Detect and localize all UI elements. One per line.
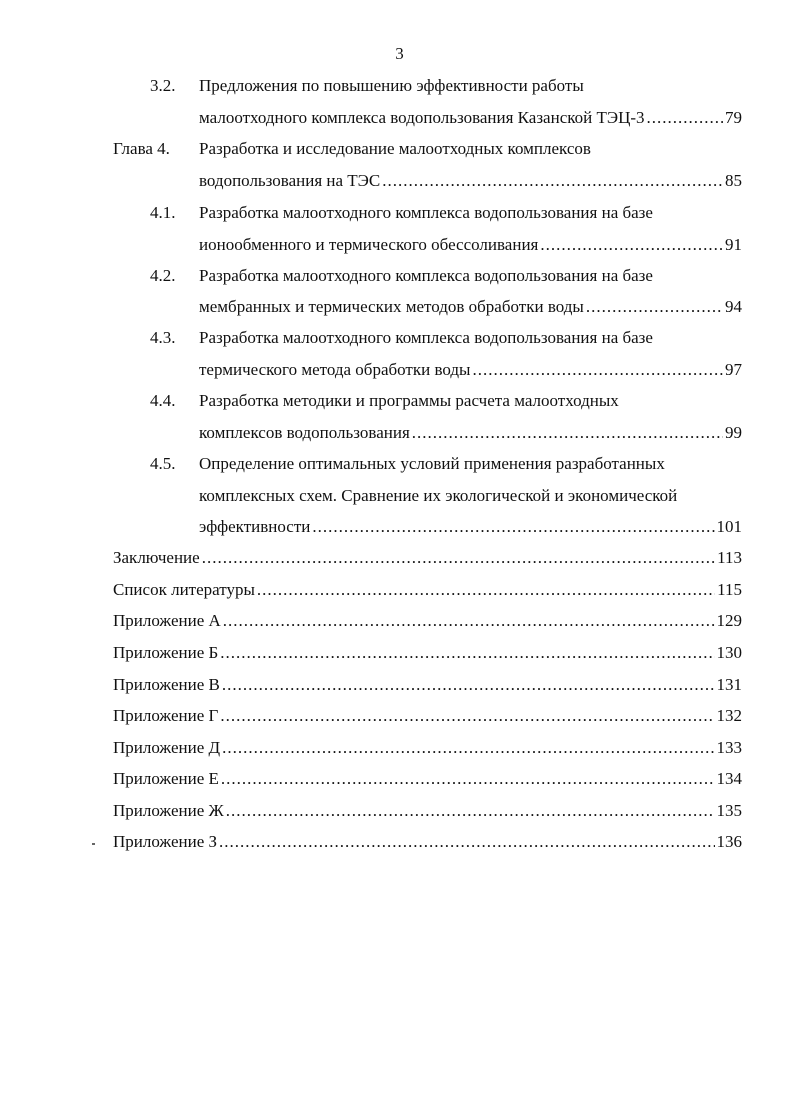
toc-page-number: 91: [725, 235, 742, 254]
toc-entry-text: Разработка методики и программы расчета малоотходных: [199, 391, 619, 410]
toc-entry-text: мембранных и термических методов обработки воды: [199, 297, 584, 316]
toc-section-title: Приложение Д: [113, 738, 221, 757]
toc-page-number: 134: [716, 769, 742, 788]
toc-page-number: 94: [725, 297, 742, 316]
dot-leader: [382, 169, 723, 193]
toc-entry-text: комплексных схем. Сравнение их экологической и экономической: [199, 486, 678, 505]
toc-entry-text: Разработка малоотходного комплекса водопользования на базе: [199, 203, 653, 222]
toc-page-number: 99: [725, 423, 742, 442]
toc-entry-text: эффективности: [199, 517, 311, 536]
toc-entry-text: Определение оптимальных условий применения разработанных: [199, 454, 665, 473]
toc-section-line[interactable]: [113, 673, 742, 697]
toc-section-line[interactable]: [113, 767, 742, 791]
scan-speck: [92, 843, 95, 845]
toc-entry-line[interactable]: [199, 106, 742, 130]
toc-page-number: 101: [716, 517, 742, 536]
toc-page-number: 133: [716, 738, 742, 757]
toc-page-number: 79: [725, 108, 742, 127]
toc-section-line[interactable]: [113, 546, 742, 570]
toc-page-number: 97: [725, 360, 742, 379]
dot-leader: [220, 704, 714, 728]
dot-leader: [223, 609, 715, 633]
toc-section-line[interactable]: [113, 830, 742, 854]
toc-entry-text: малоотходного комплекса водопользования Казанской ТЭЦ-3: [199, 108, 645, 127]
dot-leader: [226, 799, 715, 823]
toc-page-number: 131: [716, 675, 742, 694]
toc-section-title: Приложение Б: [113, 643, 219, 662]
toc-entry-line[interactable]: [199, 233, 742, 257]
toc-entry-line[interactable]: [199, 515, 742, 539]
toc-entry-text: ионообменного и термического обессоливания: [199, 235, 539, 254]
toc-page-number: 129: [716, 611, 742, 630]
dot-leader: [412, 421, 723, 445]
toc-section-title: Приложение Е: [113, 769, 219, 788]
toc-entry-text: Предложения по повышению эффективности работы: [199, 76, 584, 95]
toc-section-title: Заключение: [113, 548, 200, 567]
toc-page-number: 85: [725, 171, 742, 190]
dot-leader: [220, 641, 714, 665]
toc-entry-text: Разработка малоотходного комплекса водопользования на базе: [199, 328, 653, 347]
toc-section-line[interactable]: [113, 704, 742, 728]
toc-entry-line[interactable]: [199, 169, 742, 193]
toc-entry-text: Разработка и исследование малоотходных комплексов: [199, 139, 591, 158]
toc-number: 4.2.: [150, 266, 176, 285]
page-number: 3: [395, 44, 404, 63]
toc-number: 3.2.: [150, 76, 176, 95]
dot-leader: [586, 295, 723, 319]
toc-number: 4.4.: [150, 391, 176, 410]
toc-section-line[interactable]: [113, 736, 742, 760]
toc-section-title: Приложение Г: [113, 706, 219, 725]
toc-number: 4.5.: [150, 454, 176, 473]
dot-leader: [202, 546, 715, 570]
toc-number: 4.1.: [150, 203, 176, 222]
toc-entry-text: Разработка малоотходного комплекса водопользования на базе: [199, 266, 653, 285]
toc-page-number: 115: [717, 580, 742, 599]
dot-leader: [222, 736, 714, 760]
toc-section-title: Приложение Ж: [113, 801, 224, 820]
dot-leader: [221, 767, 715, 791]
toc-page-number: 135: [716, 801, 742, 820]
toc-section-line[interactable]: [113, 641, 742, 665]
toc-section-line[interactable]: [113, 578, 742, 602]
toc-page-number: 132: [716, 706, 742, 725]
toc-entry-line[interactable]: [199, 295, 742, 319]
toc-page-number: 136: [716, 832, 742, 851]
dot-leader: [312, 515, 714, 539]
toc-section-line[interactable]: [113, 799, 742, 823]
dot-leader: [472, 358, 723, 382]
toc-entry-line[interactable]: [199, 358, 742, 382]
dot-leader: [540, 233, 723, 257]
toc-entry-line[interactable]: [199, 421, 742, 445]
toc-entry-text: термического метода обработки воды: [199, 360, 471, 379]
toc-section-title: Приложение З: [113, 832, 218, 851]
dot-leader: [222, 673, 715, 697]
toc-section-title: Приложение А: [113, 611, 221, 630]
toc-page-number: 113: [717, 548, 742, 567]
toc-entry-text: водопользования на ТЭС: [199, 171, 381, 190]
dot-leader: [257, 578, 715, 602]
dot-leader: [647, 106, 723, 130]
toc-entry-text: комплексов водопользования: [199, 423, 410, 442]
toc-page-number: 130: [716, 643, 742, 662]
toc-number: Глава 4.: [113, 139, 170, 158]
toc-section-title: Приложение В: [113, 675, 220, 694]
toc-section-line[interactable]: [113, 609, 742, 633]
toc-section-title: Список литературы: [113, 580, 255, 599]
toc-number: 4.3.: [150, 328, 176, 347]
dot-leader: [219, 830, 714, 854]
